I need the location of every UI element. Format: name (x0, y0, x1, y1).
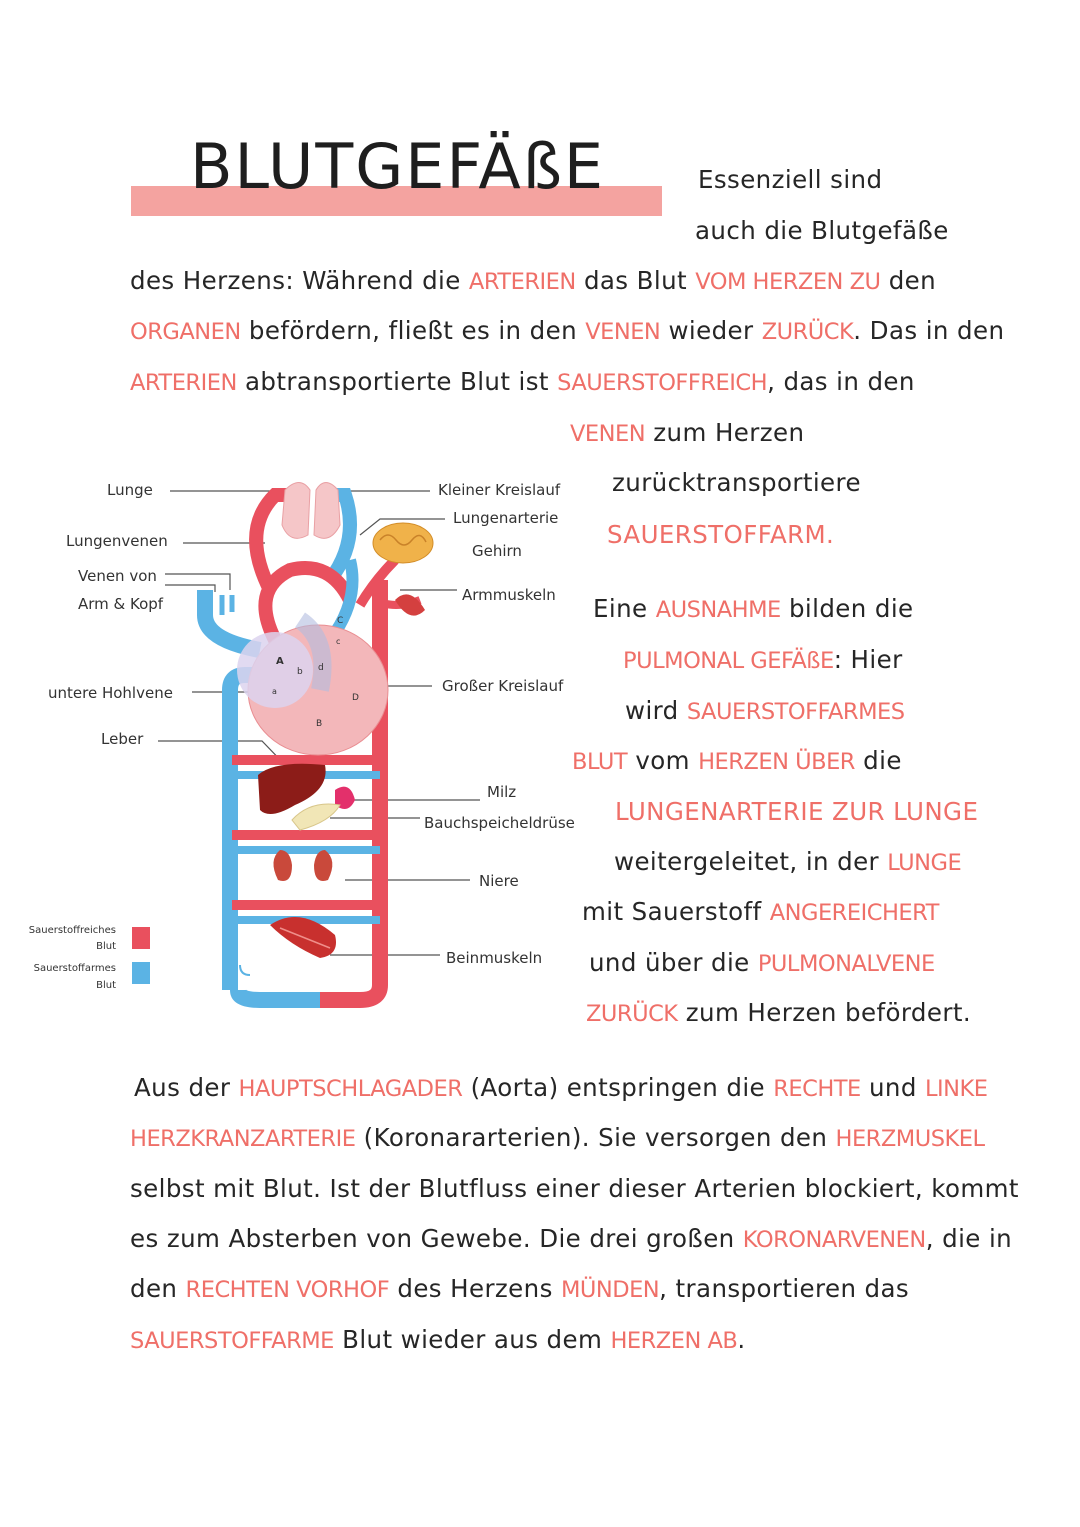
label-niere: Niere (479, 872, 519, 890)
lung-left (282, 483, 310, 539)
bottom-line-1: Aus der HAUPTSCHLAGADER (Aorta) entspringen die RECHTE und LINKE (134, 1073, 988, 1102)
intro-line-2: auch die Blutgefäße (695, 216, 949, 245)
intro-line-1: Essenziell sind (698, 165, 883, 194)
pulmonal-line-1: Eine AUSNAHME bilden die (593, 594, 914, 623)
pulmonal-line-8: und über die PULMONALVENE (589, 948, 935, 977)
kidney-left (273, 850, 292, 881)
label-lungenvenen: Lungenvenen (66, 532, 168, 550)
legend-poor-1: Sauerstoffarmes (33, 963, 116, 974)
brain (373, 523, 433, 563)
label-lunge: Lunge (107, 481, 153, 499)
legend-rich-2: Blut (96, 941, 116, 952)
label-hohlvene: untere Hohlvene (48, 684, 173, 702)
legend-rich-1: Sauerstoffreiches (28, 925, 116, 936)
heart-label-A: A (276, 656, 284, 667)
lung-right (314, 483, 340, 539)
arm-muscle (395, 594, 425, 615)
pulmonal-line-3: wird SAUERSTOFFARMES (625, 696, 905, 725)
pulmonal-line-7: mit Sauerstoff ANGEREICHERT (582, 897, 939, 926)
bottom-line-5: den RECHTEN VORHOF des Herzens MÜNDEN, transportieren das (130, 1274, 910, 1303)
label-grosser-kreislauf: Großer Kreislauf (442, 677, 564, 695)
bottom-line-2: HERZKRANZARTERIE (Koronararterien). Sie versorgen den HERZMUSKEL (130, 1123, 985, 1152)
label-gehirn: Gehirn (472, 542, 522, 560)
heart-label-B: B (316, 719, 323, 729)
pulmonal-line-4: BLUT vom HERZEN ÜBER die (572, 746, 902, 775)
page-title: BLUTGEFÄßE (190, 130, 606, 203)
label-milz: Milz (487, 783, 517, 801)
label-venen-2: Arm & Kopf (78, 595, 164, 613)
intro-line-6: VENEN zum Herzen (570, 418, 805, 447)
heart-label-b: b (297, 667, 303, 677)
pulmonal-line-6: weitergeleitet, in der LUNGE (614, 847, 962, 876)
intro-line-7: zurücktransportiere (612, 468, 861, 497)
intro-line-8: SAUERSTOFFARM. (607, 520, 835, 549)
label-bauchspeicheldruese: Bauchspeicheldrüse (424, 814, 575, 832)
legend-poor-2: Blut (96, 980, 116, 991)
heart-label-d: d (318, 663, 324, 673)
legend-poor-swatch (132, 962, 150, 984)
legend-rich-swatch (132, 927, 150, 949)
pulmonal-line-9: ZURÜCK zum Herzen befördert. (586, 998, 972, 1027)
pancreas (292, 804, 340, 830)
label-armmuskeln: Armmuskeln (462, 586, 556, 604)
bottom-line-6: SAUERSTOFFARME Blut wieder aus dem HERZEN AB. (130, 1325, 746, 1354)
intro-line-3: des Herzens: Während die ARTERIEN das Blut VOM HERZEN ZU den (130, 266, 937, 295)
heart-label-C: C (337, 616, 344, 626)
label-venen-1: Venen von (78, 567, 157, 585)
pulmonal-line-5: LUNGENARTERIE ZUR LUNGE (615, 797, 979, 826)
heart-label-a: a (272, 687, 277, 696)
label-lungenarterie: Lungenarterie (453, 509, 559, 527)
heart-label-D: D (352, 693, 359, 703)
label-beinmuskeln: Beinmuskeln (446, 949, 543, 967)
bottom-line-4: es zum Absterben von Gewebe. Die drei großen KORONARVENEN, die in (130, 1224, 1013, 1253)
heart-label-c: c (336, 637, 341, 646)
kidney-right (314, 850, 332, 881)
bottom-line-3: selbst mit Blut. Ist der Blutfluss einer dieser Arterien blockiert, kommt (130, 1174, 1019, 1203)
intro-line-5: ARTERIEN abtransportierte Blut ist SAUERSTOFFREICH, das in den (130, 367, 915, 396)
intro-line-4: ORGANEN befördern, fließt es in den VENEN wieder ZURÜCK. Das in den (130, 316, 1005, 345)
label-kleiner-kreislauf: Kleiner Kreislauf (438, 481, 561, 499)
heart (237, 616, 388, 755)
label-leber: Leber (101, 730, 144, 748)
pulmonal-line-2: PULMONAL GEFÄßE: Hier (623, 645, 903, 674)
